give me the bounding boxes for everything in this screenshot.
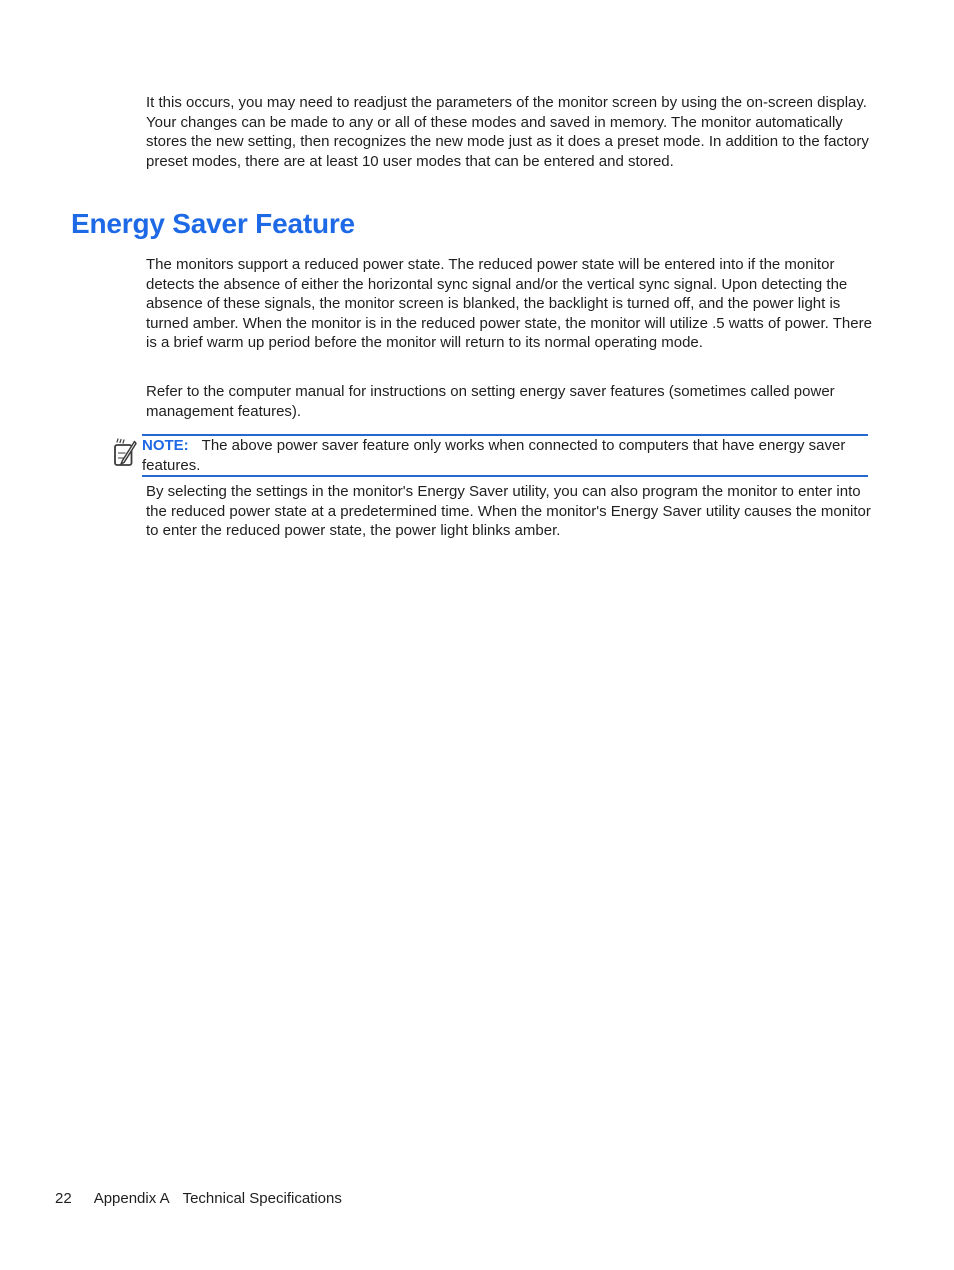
page-number: 22 <box>55 1190 72 1207</box>
note-pencil-icon <box>113 438 139 470</box>
power-state-paragraph: The monitors support a reduced power state. The reduced power state will be entered into if the monitor detects the absence of either the horizontal sync signal and/or the vertical sync signal. Upon detecting the absence of these signals, the monitor screen is blanked, the backlight is turned off, and the power light is turned amber. When the monitor is in the reduced power state, the monitor will utilize .5 watts of power. There is a brief warm up period before the monitor will return to its normal operating mode. <box>146 256 872 351</box>
note-text: The above power saver feature only works when connected to computers that have energy saver features. <box>142 437 846 474</box>
intro-paragraph: It this occurs, you may need to readjust the parameters of the monitor screen by using the on-screen display. Your changes can be made to any or all of these modes and saved in memory. The monitor automatically stores the new setting, then recognizes the new mode just as it does a preset mode. In addition to the factory preset modes, there are at least 10 user modes that can be entered and stored. <box>146 94 869 170</box>
page-footer <box>55 1189 342 1208</box>
section-heading: Energy Saver Feature <box>71 208 355 239</box>
note-label: NOTE: <box>142 437 189 454</box>
energy-saver-utility-paragraph: By selecting the settings in the monitor's Energy Saver utility, you can also program the monitor to enter into the reduced power state at a predetermined time. When the monitor's Energy Saver utility causes the monitor to enter the reduced power state, the power light blinks amber. <box>146 483 871 539</box>
computer-manual-paragraph: Refer to the computer manual for instructions on setting energy saver features (sometimes called power management features). <box>146 383 835 420</box>
footer-section: Appendix A <box>93 1190 170 1207</box>
footer-title: Technical Specifications <box>182 1190 342 1207</box>
note-callout <box>142 434 868 477</box>
